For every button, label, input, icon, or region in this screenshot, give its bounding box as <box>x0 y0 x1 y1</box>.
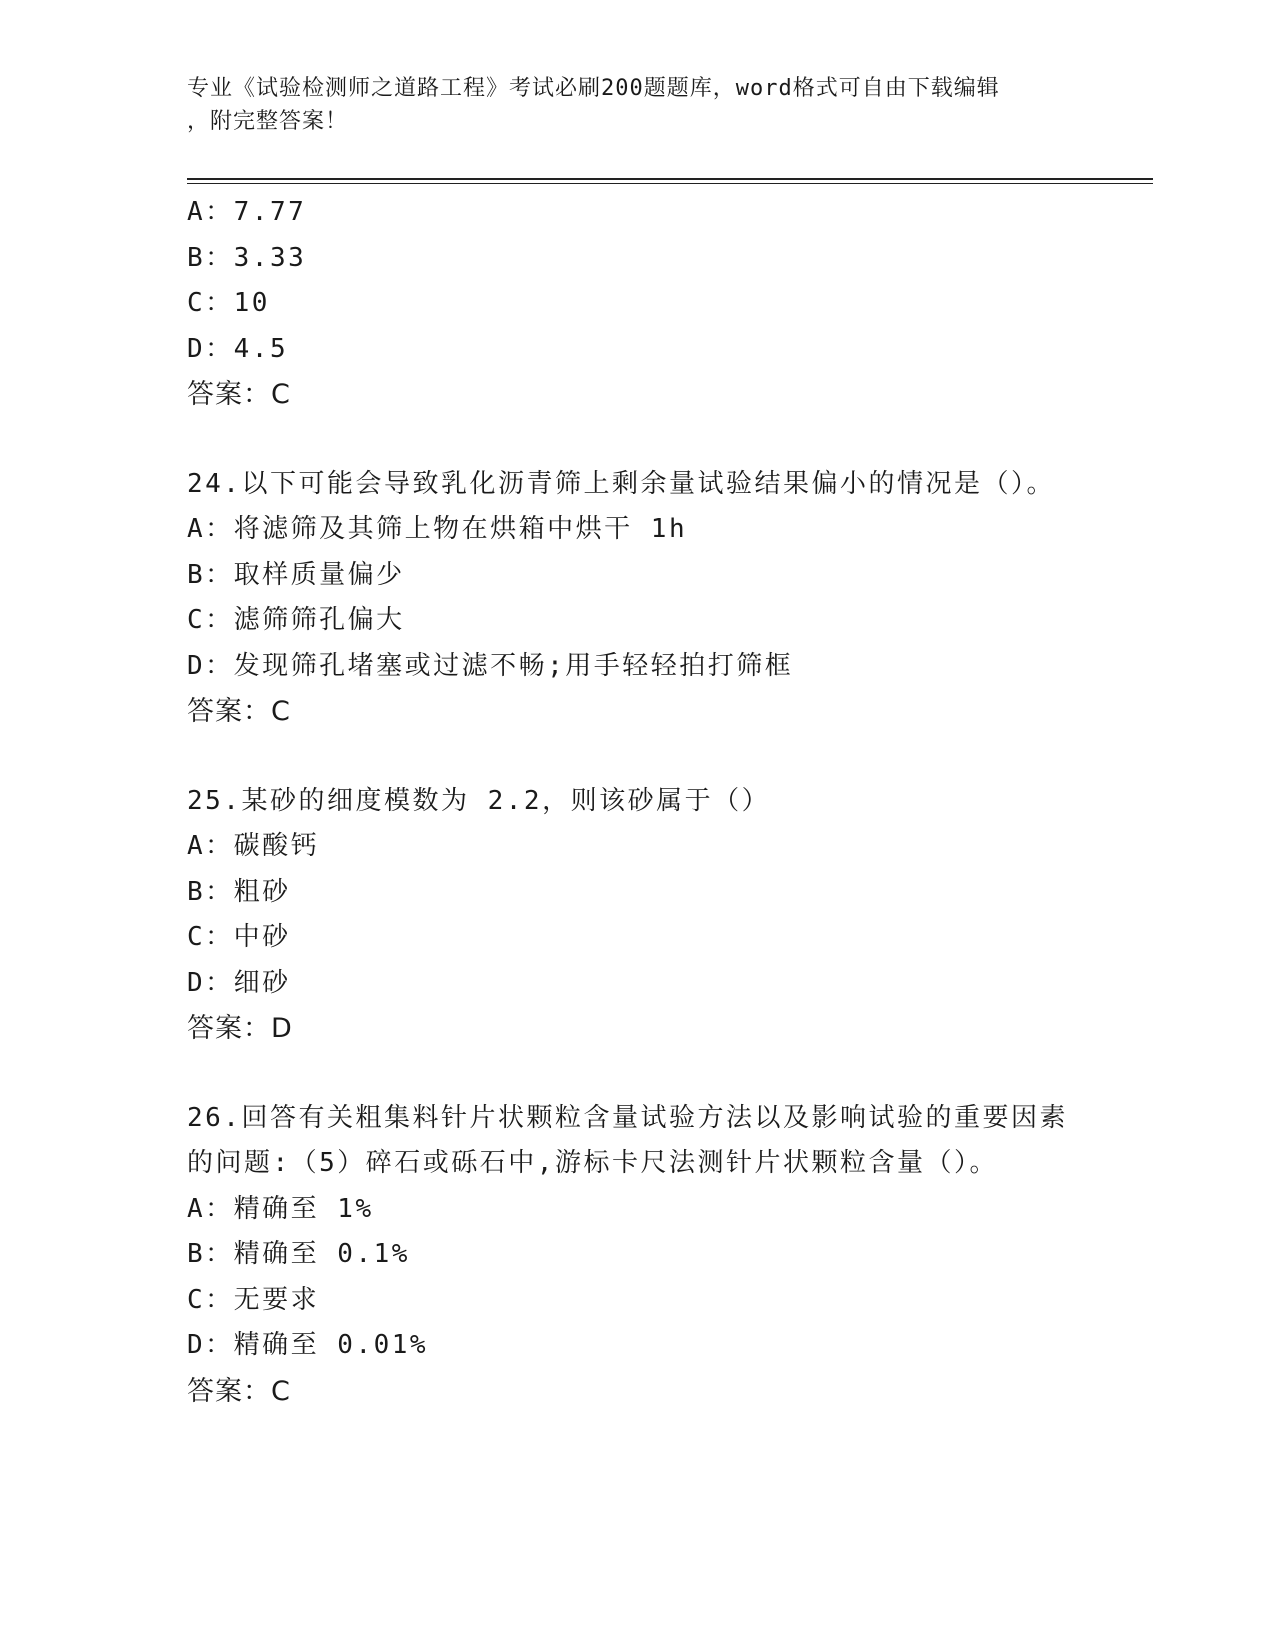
header-divider-thin <box>187 183 1153 184</box>
question-23-block <box>187 190 1087 418</box>
option-d: D：4.5 <box>187 333 289 364</box>
option-a: A：将滤筛及其筛上物在烘箱中烘干 1h <box>187 514 688 544</box>
option-d: D：精确至 0.01% <box>187 1330 429 1360</box>
question-stem: 24.以下可能会导致乳化沥青筛上剩余量试验结果偏小的情况是（）。 <box>187 468 1055 499</box>
spacer <box>187 735 1087 779</box>
answer-line: 答案：C <box>187 379 291 410</box>
question-24-block <box>187 462 1087 735</box>
question-stem-line-2: 的问题:（5）碎石或砾石中,游标卡尺法测针片状颗粒含量（）。 <box>187 1148 998 1178</box>
spacer <box>187 418 1087 462</box>
spacer <box>187 1052 1087 1096</box>
document-header <box>187 72 1087 138</box>
option-b: B：粗砂 <box>187 876 291 907</box>
option-a: A：7.77 <box>187 197 307 227</box>
option-a: A：碳酸钙 <box>187 831 320 861</box>
header-title-line-2: ，附完整答案！ <box>187 109 349 134</box>
option-c: C：滤筛筛孔偏大 <box>187 605 405 635</box>
answer-line: 答案：C <box>187 696 291 727</box>
header-title-line-1: 专业《试验检测师之道路工程》考试必刷200题题库，word格式可自由下载编辑 <box>187 76 1000 101</box>
header-divider-thick <box>187 178 1153 180</box>
option-b: B：精确至 0.1% <box>187 1239 410 1269</box>
answer-line: 答案：C <box>187 1375 291 1407</box>
question-stem: 25.某砂的细度模数为 2.2，则该砂属于（） <box>187 785 771 816</box>
option-c: C：中砂 <box>187 922 291 952</box>
question-26-block <box>187 1096 1087 1415</box>
option-d: D：发现筛孔堵塞或过滤不畅;用手轻轻拍打筛框 <box>187 650 794 681</box>
option-b: B：3.33 <box>187 242 307 273</box>
question-25-block <box>187 779 1087 1052</box>
question-stem-line-1: 26.回答有关粗集料针片状颗粒含量试验方法以及影响试验的重要因素 <box>187 1102 1068 1133</box>
option-a: A：精确至 1% <box>187 1193 374 1224</box>
option-c: C：10 <box>187 288 270 318</box>
option-c: C：无要求 <box>187 1284 320 1315</box>
question-list <box>187 190 1087 1414</box>
answer-line: 答案：D <box>187 1013 293 1044</box>
option-b: B：取样质量偏少 <box>187 559 405 590</box>
option-d: D：细砂 <box>187 967 291 998</box>
